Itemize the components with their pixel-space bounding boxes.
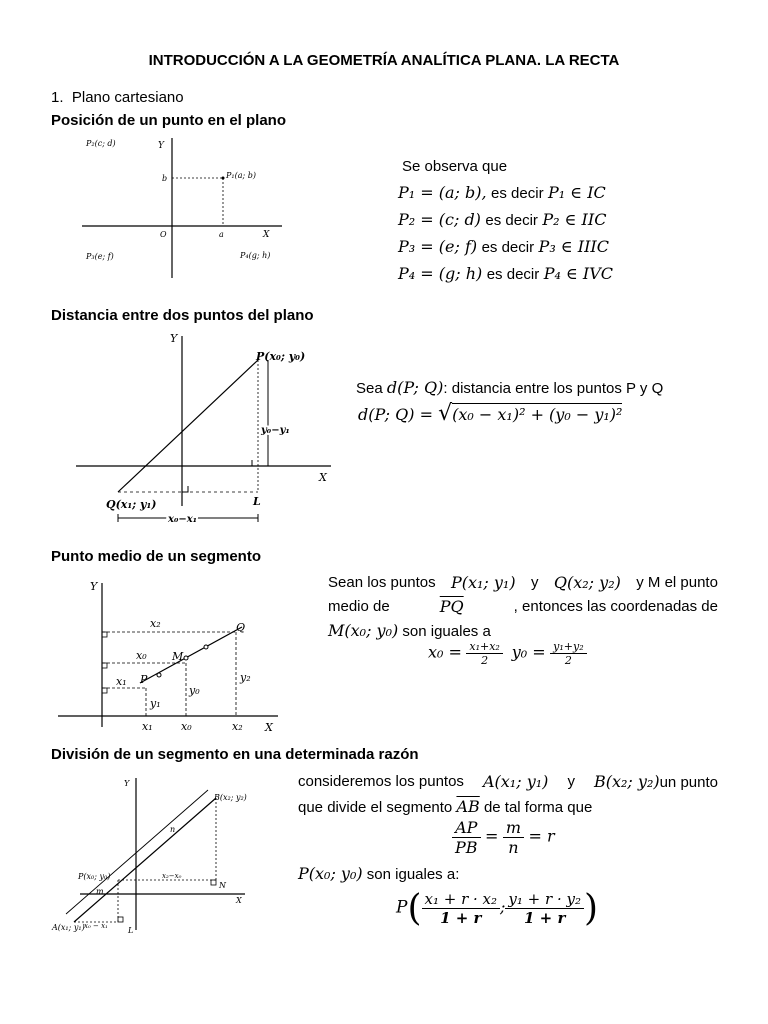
fig4-dx-label: x₀ − x₁ <box>84 922 108 930</box>
section-number: 1. <box>51 89 64 106</box>
midpoint-text <box>328 571 718 644</box>
cartesian-plane-figure <box>82 134 292 280</box>
fig3-x2-top: x₂ <box>150 617 161 630</box>
midpoint-line-2: medio de $\overline{PQ}$ , entonces las coordenadas de <box>328 597 718 616</box>
fig4-n-point-label: N <box>219 881 226 890</box>
midpoint-formula: x₀ = $\frac{\text{x₁+x₂}}{2}$ y₀ = $\frac{\text{y₁+y₂}}{2}$ <box>428 640 587 667</box>
fig3-y1-label: y₁ <box>150 697 161 710</box>
fig3-m-label: M <box>172 650 184 663</box>
quadrant-line: P₃ = (e; f) es decir P₃ ∈ IIIC <box>398 237 609 256</box>
quadrant-line: P₄ = (g; h) es decir P₄ ∈ IVC <box>398 264 614 283</box>
quadrant-list <box>398 180 613 288</box>
fig2-dy-label: y₀−y₁ <box>261 425 290 436</box>
section-1-label <box>51 89 184 106</box>
fig1-a-label: a <box>219 230 224 239</box>
fig4-b-label: B(x₂; y₂) <box>214 793 247 802</box>
fig2-q-label: Q(x₁; y₁) <box>106 498 157 511</box>
fig4-dx2-label: x₂−x₀ <box>162 872 182 880</box>
observe-text: Se observa que <box>402 158 508 175</box>
fig2-l-label: L <box>253 495 261 508</box>
midpoint-figure <box>58 575 283 735</box>
section-4-heading: División de un segmento en una determinada razón <box>51 746 419 763</box>
distance-formula: d(P; Q) = √(x₀ − x₁)² + (y₀ − y₁)² <box>358 401 623 426</box>
fig2-x-label: X <box>319 471 327 484</box>
fig1-p3-label: P₃(e; f) <box>86 252 114 261</box>
section-1-heading: Posición de un punto en el plano <box>51 112 287 129</box>
division-text <box>298 770 718 820</box>
fig4-x-label: X <box>236 896 242 905</box>
fig3-x1-left: x₁ <box>116 675 127 688</box>
fig4-p-label: P(x₀; y₀) <box>78 872 111 881</box>
fig2-y-label: Y <box>170 332 178 345</box>
quadrant-line: P₂ = (c; d) es decir P₂ ∈ IIC <box>398 210 607 229</box>
fig3-q-label: Q <box>236 621 246 634</box>
distance-figure <box>76 330 341 530</box>
fig3-x2-tick: x₂ <box>232 720 243 733</box>
fig3-x-label: X <box>265 721 273 734</box>
midpoint-line-1: Sean los puntos P(x₁; y₁) y Q(x₂; y₂) y M el punto <box>328 573 718 592</box>
fig1-b-label: b <box>162 174 168 183</box>
section-3-heading: Punto medio de un segmento <box>51 548 262 565</box>
division-figure <box>50 772 260 937</box>
division-line-1: consideremos los puntos A(x₁; y₁) y B(x₂; y₂)un punto <box>298 772 718 791</box>
fig1-p4-label: P₄(g; h) <box>240 251 271 260</box>
fig4-a-label: A(x₁; y₁) <box>52 923 85 932</box>
fig4-n-label: n <box>170 825 176 834</box>
division-line-2: que divide el segmento $\overline{AB}$ de tal forma que <box>298 797 593 816</box>
fig3-y-label: Y <box>90 580 98 593</box>
section-2-heading: Distancia entre dos puntos del plano <box>51 307 314 324</box>
fig1-p2-label: P₂(c; d) <box>86 139 116 148</box>
section-label: Plano cartesiano <box>71 89 184 106</box>
fig3-x0-left: x₀ <box>136 649 147 662</box>
fig3-p-label: P <box>140 673 148 686</box>
fig3-x0-tick: x₀ <box>181 720 192 733</box>
fig4-l-label: L <box>128 926 134 935</box>
fig3-y2-label: y₂ <box>240 671 251 684</box>
fig3-x1-tick: x₁ <box>142 720 153 733</box>
fig2-dx-label: x₀−x₁ <box>168 514 198 525</box>
fig4-y-label: Y <box>124 779 130 788</box>
fig1-x-label: X <box>263 230 270 240</box>
quadrant-line: P₁ = (a; b), es decir P₁ ∈ IC <box>398 183 606 202</box>
fig1-y-label: Y <box>158 141 164 151</box>
fig3-y0-label: y₀ <box>189 684 200 697</box>
division-result-text: P(x₀; y₀) son iguales a: <box>298 864 460 883</box>
distance-definition: Sea d(P; Q): distancia entre los puntos P y Q <box>356 378 664 397</box>
midpoint-line-3: M(x₀; y₀) son iguales a <box>328 621 491 640</box>
fig1-p1-label: P₁(a; b) <box>226 171 256 180</box>
fig4-m-label: m <box>96 887 104 896</box>
page-title: INTRODUCCIÓN A LA GEOMETRÍA ANALÍTICA PLANA. LA RECTA <box>148 52 620 69</box>
ratio-formula: $\frac{AP}{PB}$ = $\frac{m}{n}$ = r <box>452 818 555 857</box>
division-formula: P( $\frac{\text{x₁ + r · x₂}}{1 + r}$ ; $\frac{\text{y₁ + r · y₂}}{1 + r}$ ) <box>396 888 599 929</box>
fig1-origin-label: O <box>160 230 167 239</box>
fig2-p-label: P(x₀; y₀) <box>256 350 306 363</box>
